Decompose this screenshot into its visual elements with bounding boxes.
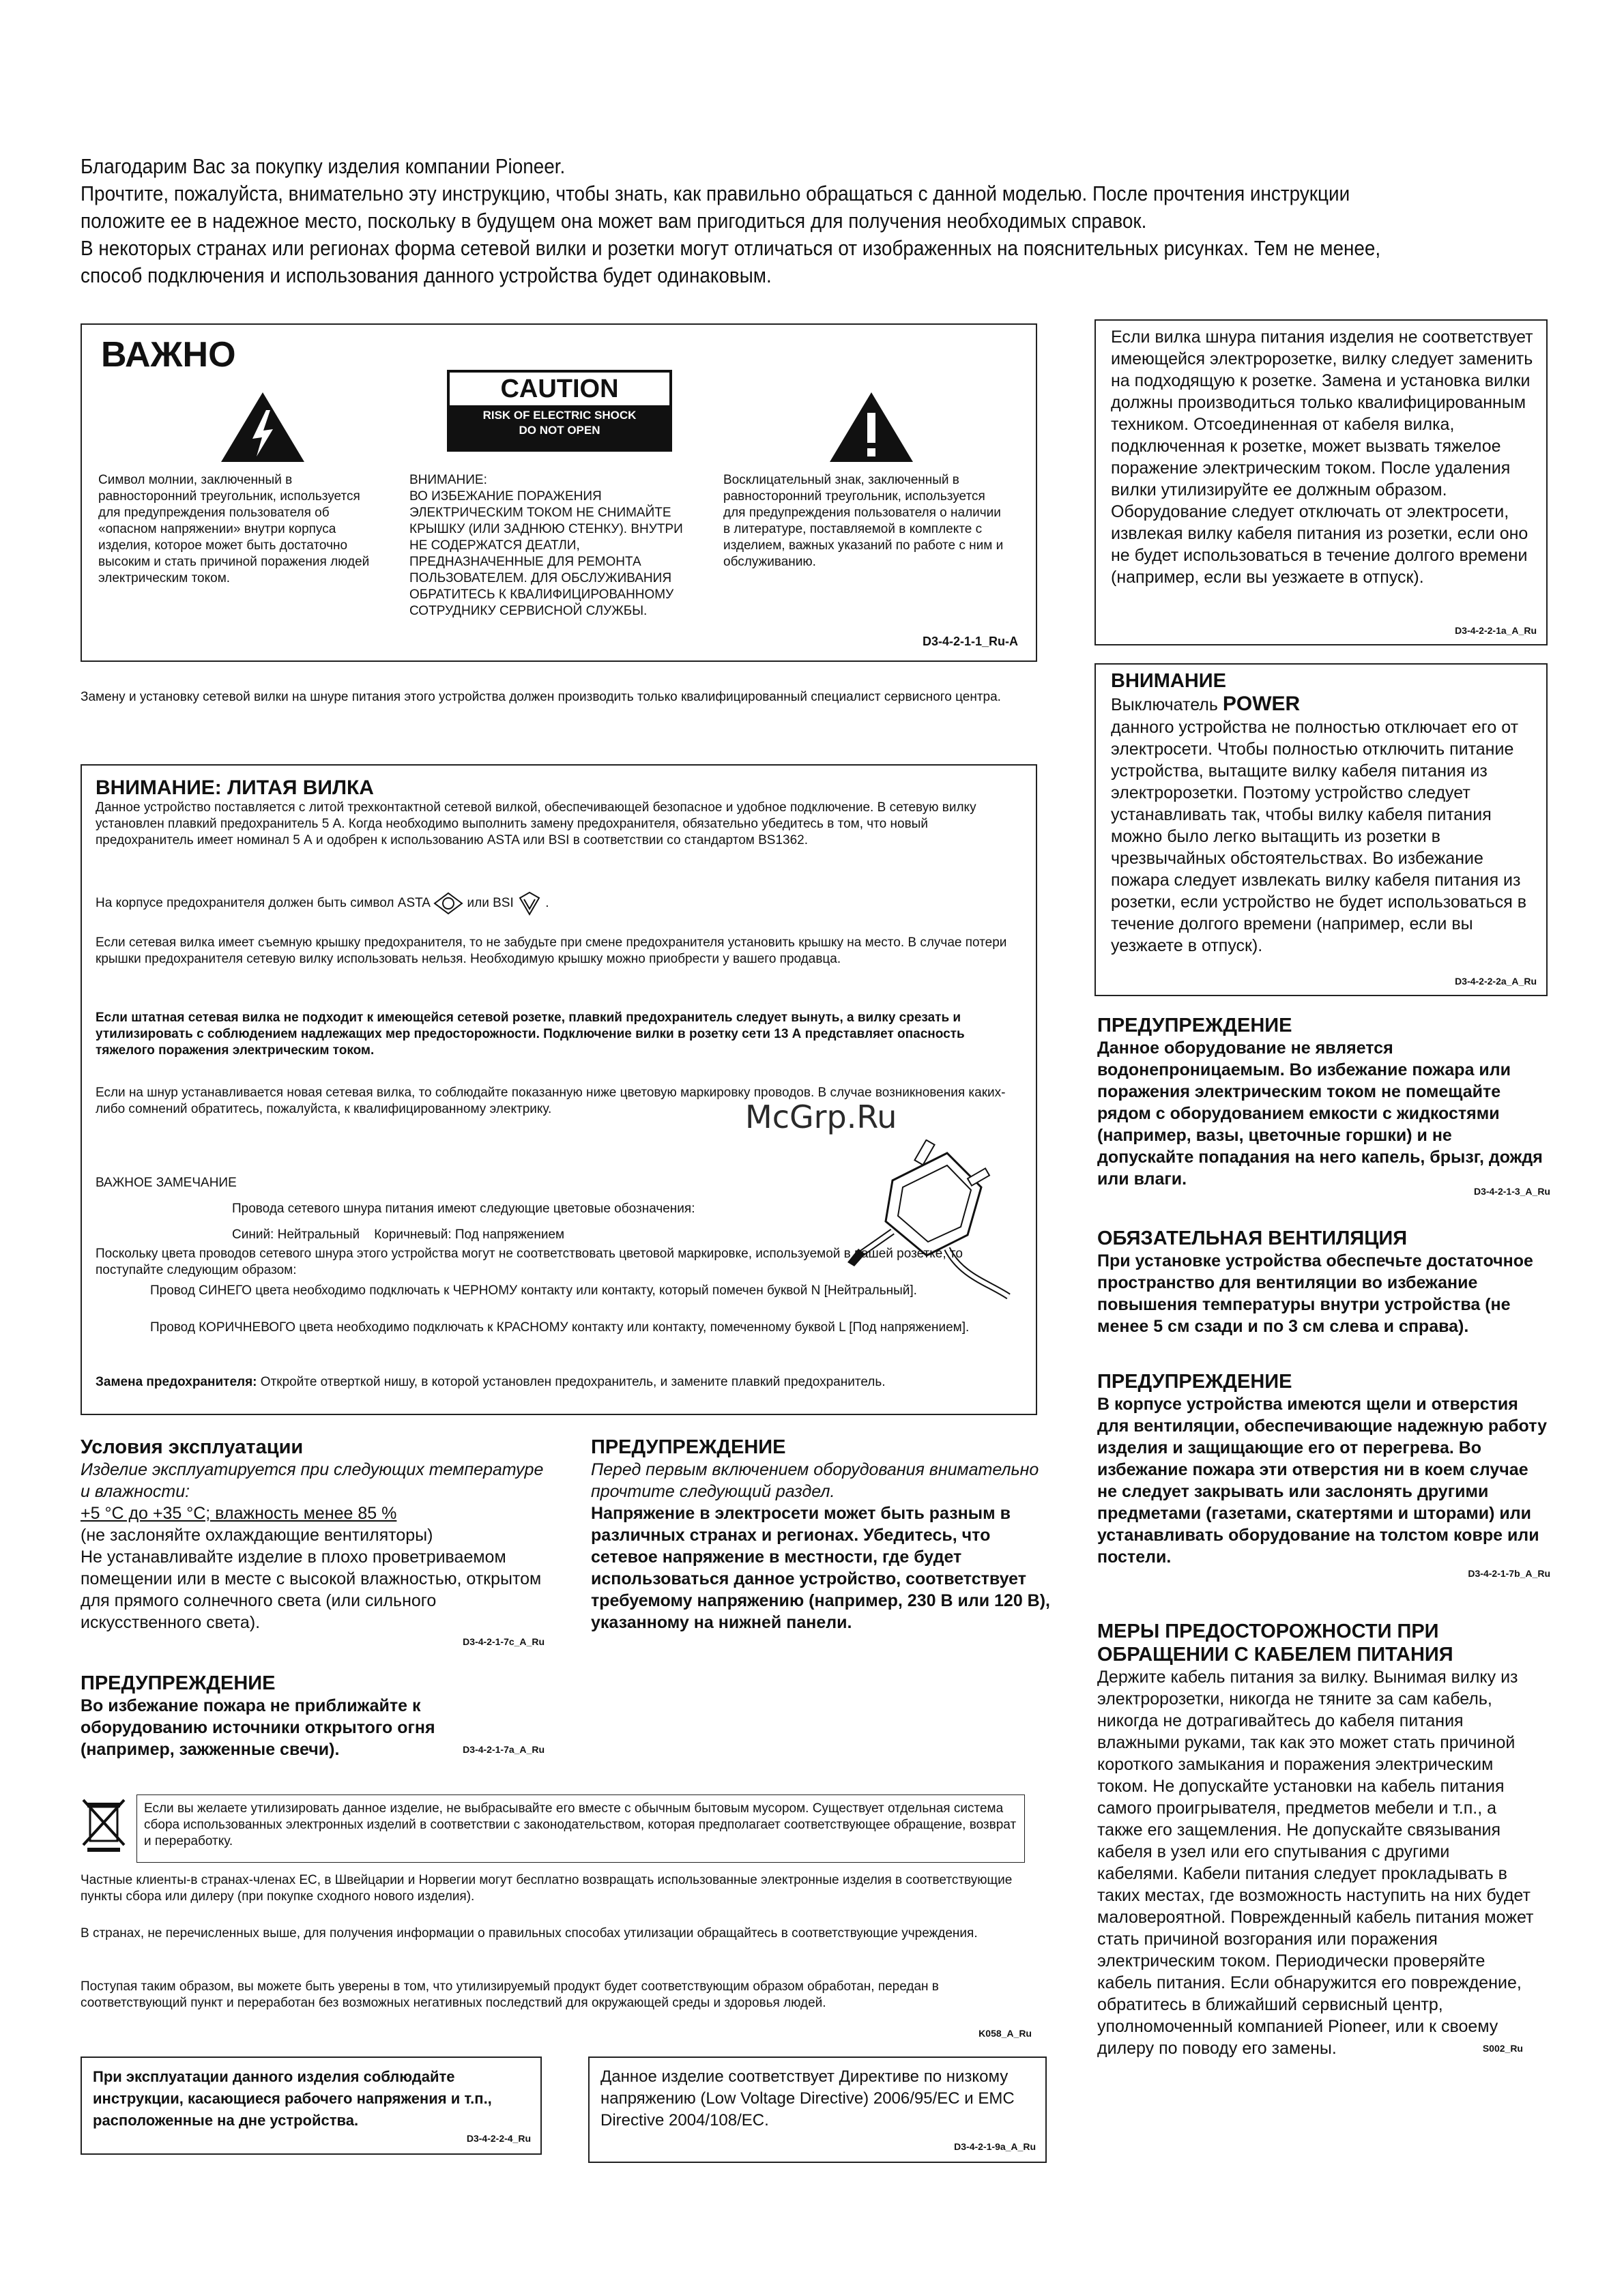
- intro-line: Благодарим Вас за покупку изделия компании Pioneer.: [81, 154, 566, 178]
- openings-warning-text: В корпусе устройства имеются щели и отверстия для вентиляции, обеспечивающие надежную работу изделия и защищающие его от перегрева. Во избежание пожара эти отверстия ни в коем случае не следует закрывать или заслонять другими предметами (газетами, скатертями и шторами) или устанавливать оборудование на толстом ковре или постели.: [1097, 1395, 1547, 1567]
- doc-code: D3-4-2-2-1a_A_Ru: [1455, 625, 1537, 636]
- conditions-italic: Изделие эксплуатируется при следующих температуре и влажности:: [81, 1460, 544, 1501]
- ventilation-text: При установке устройства обеспечьте достаточное пространство для вентиляции во избежание повышения температуры внутри устройства (не менее 5 см сзади и по 3 см слева и справа).: [1097, 1251, 1533, 1336]
- voltage-warning-title: ПРЕДУПРЕЖДЕНИЕ: [591, 1436, 786, 1458]
- recycling-p2: Частные клиенты-в странах-членах ЕС, в Швейцарии и Норвегии могут бесплатно возвращать использованные электронные изделия в соответствующие пункты сбора или дилеру (при покупке сходного нового изделия).: [81, 1873, 1013, 1904]
- power-cable-section: [1097, 1620, 1550, 2058]
- fire-warning-title: ПРЕДУПРЕЖДЕНИЕ: [81, 1672, 276, 1694]
- doc-code: D3-4-2-1-7a_A_Ru: [463, 1744, 545, 1755]
- plug-note: Замену и установку сетевой вилки на шнуре питания этого устройства должен производить только квалифицированный специалист сервисного центра.: [81, 690, 1001, 704]
- doc-code: K058_A_Ru: [978, 2028, 1032, 2039]
- power-cable-text: Держите кабель питания за вилку. Вынимая вилку из электророзетки, никогда не тяните за сам кабель, никогда не дотрагивайтесь до кабеля питания влажными руками, так как это может стать причиной короткого замыкания и поражения электрическим током. Не допускайте установки на кабель питания самого проигрывателя, предметов мебели и т.п., а также его защемления. Не допускайте связывания кабеля в узел или его спутывания с другими кабелями. Кабели питания следует прокладывать в таких местах, где возможность наступить на них будет маловероятной. Поврежденный кабель питания может стать причиной возгорания или поражения электрическим током. Периодически проверяйте кабель питания. Если обнаружится его повреждение, обратитесь в ближайший сервисный центр, уполномоченный компанией Pioneer, или к своему дилеру по поводу его замены.: [1097, 1668, 1534, 2058]
- note-title: ВАЖНОЕ ЗАМЕЧАНИЕ: [96, 1176, 237, 1190]
- voltage-warning-italic: Перед первым включением оборудования внимательно прочтите следующий раздел.: [591, 1460, 1039, 1501]
- note-paragraph: Поскольку цвета проводов сетевого шнура этого устройства могут не соответствовать цветовой маркировке, используемой в вашей розетке, то поступайте следующим образом:: [96, 1247, 963, 1277]
- openings-warning-title: ПРЕДУПРЕЖДЕНИЕ: [1097, 1371, 1292, 1393]
- fuse-replacement: Замена предохранителя: Откройте отверткой нишу, в которой установлен предохранитель, и замените плавкий предохранитель.: [96, 1375, 886, 1389]
- voltage-warning-text: Напряжение в электросети может быть разным в различных странах и регионах. Убедитесь, что сетевое напряжение в местности, где будет использоваться данное устройство, соответствует требуемому напряжению (например, 230 В или 120 В), указанному на нижней панели.: [591, 1504, 1050, 1632]
- lvd-box: [588, 2057, 1047, 2163]
- recycling-box: [136, 1794, 1025, 1863]
- exclamation-warning-icon: [827, 390, 916, 465]
- intro-line: положите ее в надежное место, поскольку в будущем она может вам пригодиться для получения необходимых справок.: [81, 209, 1147, 233]
- conditions-range: +5 °C до +35 °C; влажность менее 85 %: [81, 1504, 397, 1523]
- recycling-p1: Если вы желаете утилизировать данное изделие, не выбрасывайте его вместе с обычным бытовым мусором. Существует отдельная система сбора использованных электронных изделий в соответствии с законодательством, которая предполагает соответствующее обращение, возврат и переработку.: [144, 1801, 1017, 1848]
- molded-plug-p1: Данное устройство поставляется с литой трехконтактной сетевой вилкой, обеспечивающей безопасное и удобное подключение. В сетевую вилку установлен плавкий предохранитель 5 А. Когда необходимо выполнить замену предохранителя, обязательно убедитесь в том, что новый предохранитель имеет номинал 5 А и одобрен к использованию ASTA или BSI в соответствии со стандартом BS1362.: [96, 800, 976, 847]
- lightning-description: Символ молнии, заключенный в равносторонний треугольник, используется для предупреждения пользователя об «опасном напряжении» внутри корпуса изделия, которое может быть достаточно высоким и стать причиной поражения людей электрическим током.: [98, 473, 370, 585]
- intro-line: Прочтите, пожалуйста, внимательно эту инструкцию, чтобы знать, как правильно обращаться с данной моделью. После прочтения инструкции: [81, 181, 1350, 205]
- note-line2: Синий: Нейтральный Коричневый: Под напряжением: [232, 1227, 565, 1242]
- plug-replacement-text: Если вилка шнура питания изделия не соответствует имеющейся электророзетке, вилку следует заменить на подходящую к розетке. Замена и установка вилки должны производиться только квалифицированным техником. Отсоединенная от кабеля вилка, подключенная к розетке, может вызвать тяжелое поражение электрическим током. После удаления вилки утилизируйте ее должным образом. Оборудование следует отключать от электросети, извлекая вилку кабеля питания из розетки, если оно не будет использоваться в течение долгого времени (например, если вы уезжаете в отпуск).: [1111, 328, 1533, 587]
- intro-text: [81, 153, 1493, 289]
- note-blue-wire: Провод СИНЕГО цвета необходимо подключать к ЧЕРНОМУ контакту или контакту, который помечен буквой N [Нейтральный].: [150, 1283, 917, 1298]
- conditions-text: (не заслоняйте охлаждающие вентиляторы) Не устанавливайте изделие в плохо проветриваемом помещении или в месте с высокой влажностью, открытом для прямого солнечного света (или сильного искусственного света).: [81, 1526, 542, 1632]
- important-title: ВАЖНО: [101, 335, 236, 375]
- conditions-section: [81, 1436, 545, 1647]
- power-switch-text: данного устройства не полностью отключает его от электросети. Чтобы полностью отключить питание устройства, вытащите вилку кабеля питания из электророзетки. Поэтому устройство следует устанавливать так, чтобы вилку кабеля питания можно было легко вытащить из розетки в чрезвычайных обстоятельствах. Во избежание пожара следует извлекать вилку кабеля питания из розетки, если устройство не будет использоваться в течение долгого времени (например, если вы уезжаете в отпуск).: [1111, 718, 1526, 955]
- power-switch-box: [1094, 663, 1548, 996]
- recycling-p4: Поступая таким образом, вы можете быть уверены в том, что утилизируемый продукт будет соответствующим образом обработан, передан в соответствующий пункт и переработан без возможных негативных последствий для окружающей среды и здоровья людей.: [81, 1979, 939, 2010]
- doc-code: D3-4-2-2-4_Ru: [466, 2133, 531, 2144]
- caution-description: ВНИМАНИЕ: ВО ИЗБЕЖАНИЕ ПОРАЖЕНИЯ ЭЛЕКТРИЧЕСКИМ ТОКОМ НЕ СНИМАЙТЕ КРЫШКУ (ИЛИ ЗАДНЮЮ СТЕНКУ). ВНУТРИ НЕ СОДЕРЖАТСЯ ДЕАТЛИ, ПРЕДНАЗНАЧЕННЫЕ ДЛЯ РЕМОНТА ПОЛЬЗОВАТЕЛЕМ. ДЛЯ ОБСЛУЖИВАНИЯ ОБРАТИТЕСЬ К КВАЛИФИЦИРОВАННОМУ СОТРУДНИКУ СЕРВИСНОЙ СЛУЖБЫ.: [409, 473, 683, 618]
- doc-code: D3-4-2-1-1_Ru-A: [922, 635, 1018, 648]
- water-warning-section: [1097, 1014, 1550, 1197]
- doc-code: D3-4-2-1-7c_A_Ru: [463, 1636, 545, 1647]
- molded-plug-box: [81, 764, 1037, 1415]
- ventilation-title: ОБЯЗАТЕЛЬНАЯ ВЕНТИЛЯЦИЯ: [1097, 1227, 1408, 1249]
- intro-line: В некоторых странах или регионах форма сетевой вилки и розетки могут отличаться от изображенных на пояснительных рисунках. Тем не менее,: [81, 236, 1381, 260]
- operating-note-text: При эксплуатации данного изделия соблюдайте инструкции, касающиеся рабочего напряжения и т.п., расположенные на дне устройства.: [93, 2068, 492, 2129]
- lightning-warning-icon: [218, 390, 307, 465]
- weee-bin-icon: [81, 1797, 127, 1853]
- doc-code: D3-4-2-1-7b_A_Ru: [1468, 1568, 1550, 1579]
- watermark: McGrp.Ru: [745, 1099, 897, 1135]
- openings-warning-section: [1097, 1370, 1550, 1579]
- doc-code: S002_Ru: [1482, 2043, 1523, 2054]
- important-box: [81, 323, 1037, 662]
- water-warning-title: ПРЕДУПРЕЖДЕНИЕ: [1097, 1015, 1292, 1036]
- fire-warning-section: [81, 1672, 545, 1759]
- note-line1: Провода сетевого шнура питания имеют следующие цветовые обозначения:: [232, 1202, 695, 1216]
- molded-plug-p4: Если штатная сетевая вилка не подходит к имеющейся сетевой розетке, плавкий предохранитель следует вынуть, а вилку срезать и утилизировать с соблюдением надлежащих мер предосторожности. Подключение вилки в розетку сети 13 А представляет опасность тяжелого поражения электрическим током.: [96, 1011, 965, 1058]
- intro-line: способ подключения и использования данного устройства будет одинаковым.: [81, 263, 772, 287]
- doc-code: D3-4-2-1-9a_A_Ru: [954, 2141, 1036, 2152]
- caution-label: CAUTION RISK OF ELECTRIC SHOCK DO NOT OPEN: [447, 370, 672, 452]
- doc-code: D3-4-2-2-2a_A_Ru: [1455, 976, 1537, 987]
- recycling-p3: В странах, не перечисленных выше, для получения информации о правильных способах утилизации обращайтесь в соответствующие учреждения.: [81, 1926, 978, 1941]
- note-brown-wire: Провод КОРИЧНЕВОГО цвета необходимо подключать к КРАСНОМУ контакту или контакту, помеченному буквой L [Под напряжением].: [150, 1320, 970, 1335]
- ventilation-section: [1097, 1227, 1550, 1337]
- voltage-warning-section: [591, 1436, 1055, 1633]
- fire-warning-text: Во избежание пожара не приближайте к оборудованию источники открытого огня (например, зажженные свечи).: [81, 1696, 435, 1759]
- exclamation-description: Восклицательный знак, заключенный в равносторонний треугольник, используется для предупреждения пользователя о наличии в литературе, поставляемой в комплекте с изделием, важных указаний по работе с ним и обслуживанию.: [723, 473, 1004, 569]
- conditions-title: Условия эксплуатации: [81, 1436, 304, 1458]
- lvd-text: Данное изделие соответствует Директиве по низкому напряжению (Low Voltage Directive) 2006/95/EC и EMC Directive 2004/108/EC.: [600, 2067, 1015, 2130]
- plug-replacement-box: [1094, 319, 1548, 645]
- water-warning-text: Данное оборудование не является водонепроницаемым. Во избежание пожара или поражения электрическим током не помещайте рядом с оборудованием емкости с жидкостями (например, вазы, цветочные горшки) и не допускайте попадания на него капель, брызг, дождя или влаги.: [1097, 1038, 1543, 1189]
- molded-plug-p2: На корпусе предохранителя должен быть символ ASTA или BSI .: [96, 891, 1024, 916]
- molded-plug-p3: Если сетевая вилка имеет съемную крышку предохранителя, то не забудьте при смене предохранителя установить крышку на место. В случае потери крышки предохранителя сетевую вилку использовать нельзя. Необходимую крышку можно приобрести у вашего продавца.: [96, 935, 1007, 966]
- operating-note-box: [81, 2057, 542, 2155]
- power-cable-title: МЕРЫ ПРЕДОСТОРОЖНОСТИ ПРИ ОБРАЩЕНИИ С КАБЕЛЕМ ПИТАНИЯ: [1097, 1621, 1453, 1666]
- molded-plug-p5: Если на шнур устанавливается новая сетевая вилка, то соблюдайте показанную ниже цветовую маркировку проводов. В случае возникновения каких-либо сомнений обратитесь, пожалуйста, к квалифицированному электрику.: [96, 1086, 1006, 1116]
- molded-plug-title: ВНИМАНИЕ: ЛИТАЯ ВИЛКА: [96, 776, 374, 799]
- power-switch-line1: Выключатель POWER: [1111, 693, 1301, 715]
- power-switch-title: ВНИМАНИЕ: [1111, 670, 1226, 692]
- bsi-kitemark-icon: [517, 891, 542, 916]
- doc-code: D3-4-2-1-3_A_Ru: [1473, 1186, 1550, 1197]
- asta-mark-icon: [433, 892, 463, 915]
